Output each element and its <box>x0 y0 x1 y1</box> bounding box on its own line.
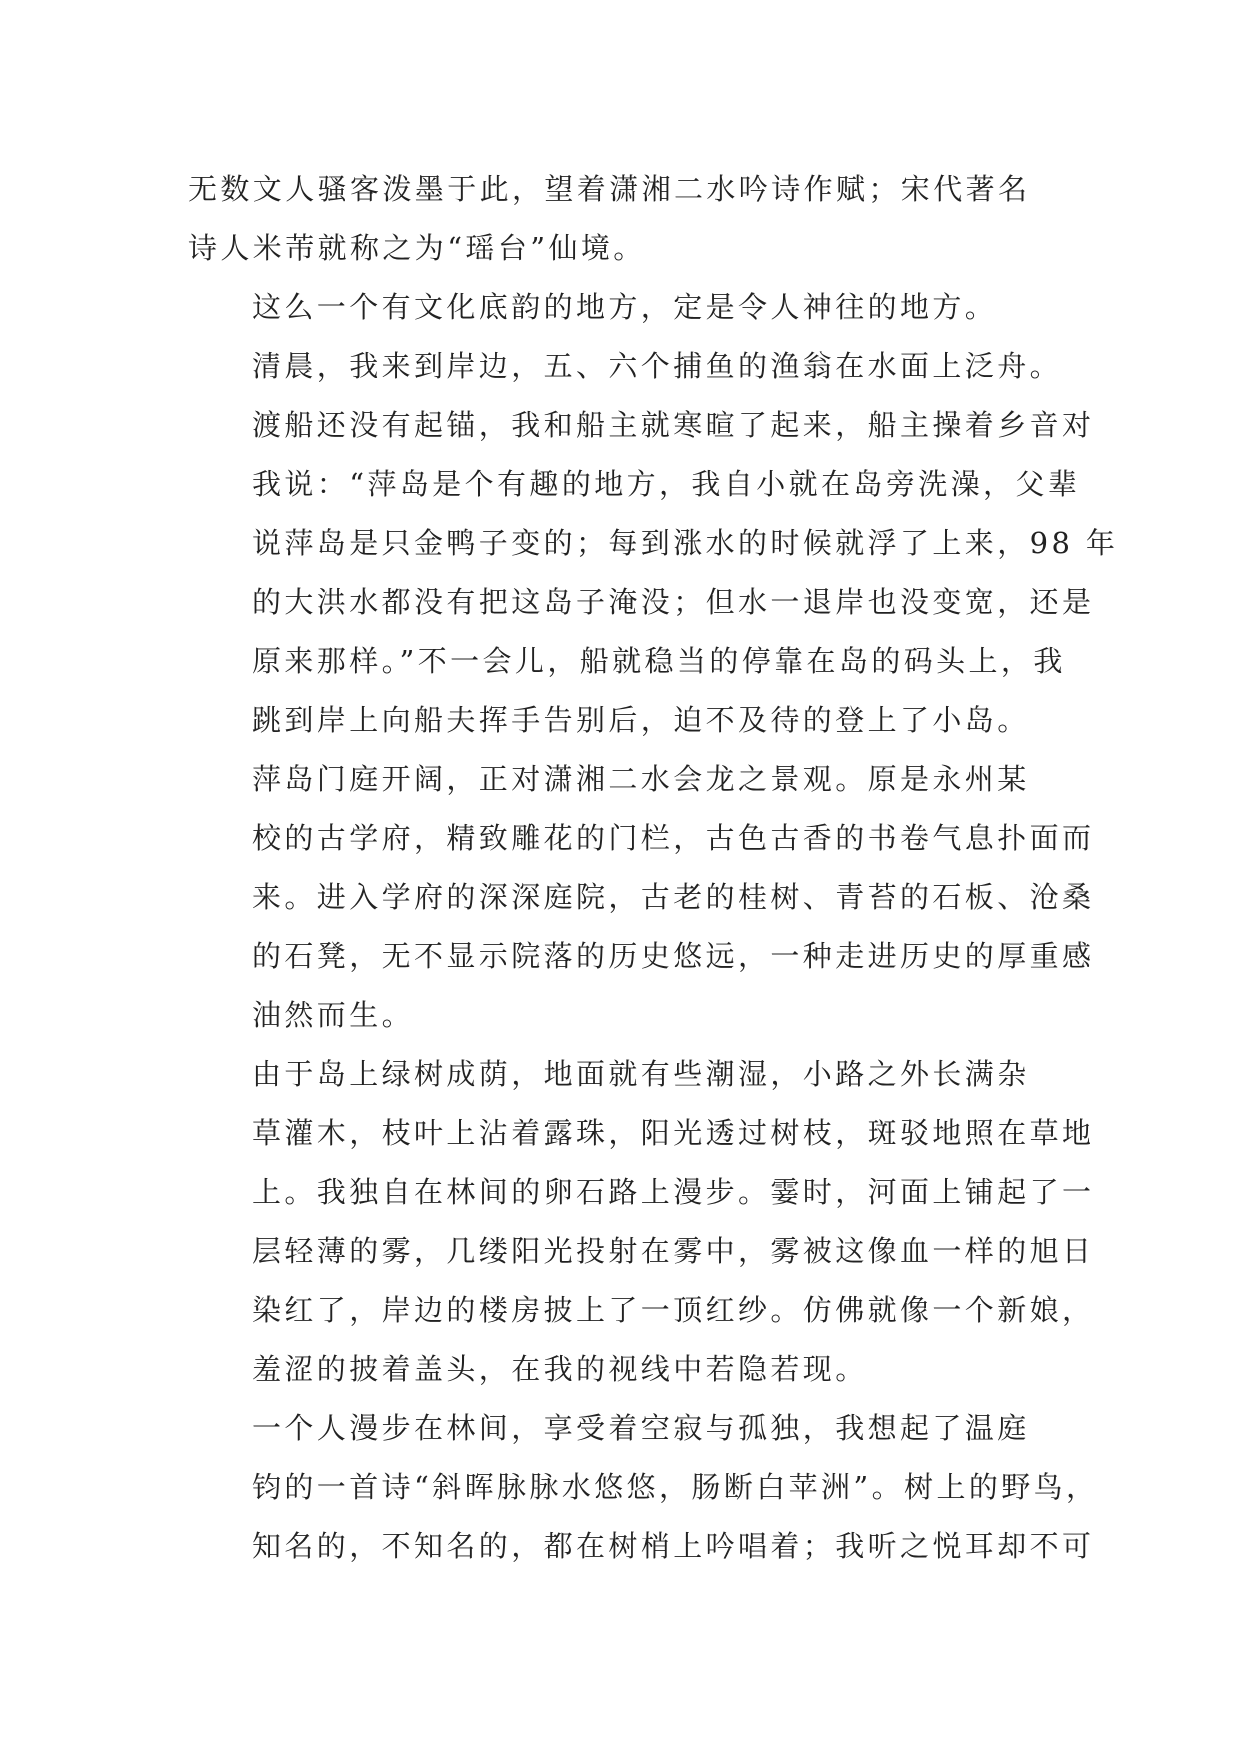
text-line: 清晨，我来到岸边，五、六个捕鱼的渔翁在水面上泛舟。 <box>252 349 1063 383</box>
text-line: 钧的一首诗“斜晖脉脉水悠悠，肠断白苹洲”。树上的野鸟， <box>252 1470 1099 1504</box>
text-line: 原来那样。”不一会儿，船就稳当的停靠在岛的码头上，我 <box>252 644 1066 678</box>
text-line: 染红了，岸边的楼房披上了一顶红纱。仿佛就像一个新娘， <box>252 1293 1095 1327</box>
paragraph-5 <box>188 1045 1095 1399</box>
paragraph-1 <box>188 160 1058 278</box>
text-line: 萍岛门庭开阔，正对潇湘二水会龙之景观。原是永州某 <box>252 762 1030 796</box>
paragraph-6 <box>188 1399 1099 1576</box>
paragraph-4 <box>188 750 1095 1045</box>
text-line: 跳到岸上向船夫挥手告别后，迫不及待的登上了小岛。 <box>252 703 1030 737</box>
paragraph-2 <box>188 278 1058 337</box>
document-body <box>188 160 1119 1576</box>
text-line: 无数文人骚客泼墨于此，望着潇湘二水吟诗作赋；宋代著名 <box>188 172 1031 206</box>
text-line: 知名的，不知名的，都在树梢上吟唱着；我听之悦耳却不可 <box>252 1529 1095 1563</box>
text-line: 的大洪水都没有把这岛子淹没；但水一退岸也没变宽，还是 <box>252 585 1095 619</box>
text-line: 校的古学府，精致雕花的门栏，古色古香的书卷气息扑面而 <box>252 821 1095 855</box>
text-line: 油然而生。 <box>252 998 415 1032</box>
text-line: 这么一个有文化底韵的地方，定是令人神往的地方。 <box>252 290 998 324</box>
text-line: 草灌木，枝叶上沾着露珠，阳光透过树枝，斑驳地照在草地 <box>252 1116 1095 1150</box>
text-line: 层轻薄的雾，几缕阳光投射在雾中，雾被这像血一样的旭日 <box>252 1234 1095 1268</box>
text-line: 我说：“萍岛是个有趣的地方，我自小就在岛旁洗澡，父辈 <box>252 467 1081 501</box>
text-line: 由于岛上绿树成荫，地面就有些潮湿，小路之外长满杂 <box>252 1057 1030 1091</box>
text-line: 说萍岛是只金鸭子变的；每到涨水的时候就浮了上来，98 年 <box>252 526 1119 560</box>
text-line: 上。我独自在林间的卵石路上漫步。霎时，河面上铺起了一 <box>252 1175 1095 1209</box>
text-line: 渡船还没有起锚，我和船主就寒暄了起来，船主操着乡音对 <box>252 408 1095 442</box>
text-line: 诗人米芾就称之为“瑶台”仙境。 <box>188 231 646 265</box>
text-line: 来。进入学府的深深庭院，古老的桂树、青苔的石板、沧桑 <box>252 880 1095 914</box>
text-line: 一个人漫步在林间，享受着空寂与孤独，我想起了温庭 <box>252 1411 1030 1445</box>
paragraph-3 <box>188 337 1119 750</box>
text-line: 的石凳，无不显示院落的历史悠远，一种走进历史的厚重感 <box>252 939 1095 973</box>
text-line: 羞涩的披着盖头，在我的视线中若隐若现。 <box>252 1352 868 1386</box>
